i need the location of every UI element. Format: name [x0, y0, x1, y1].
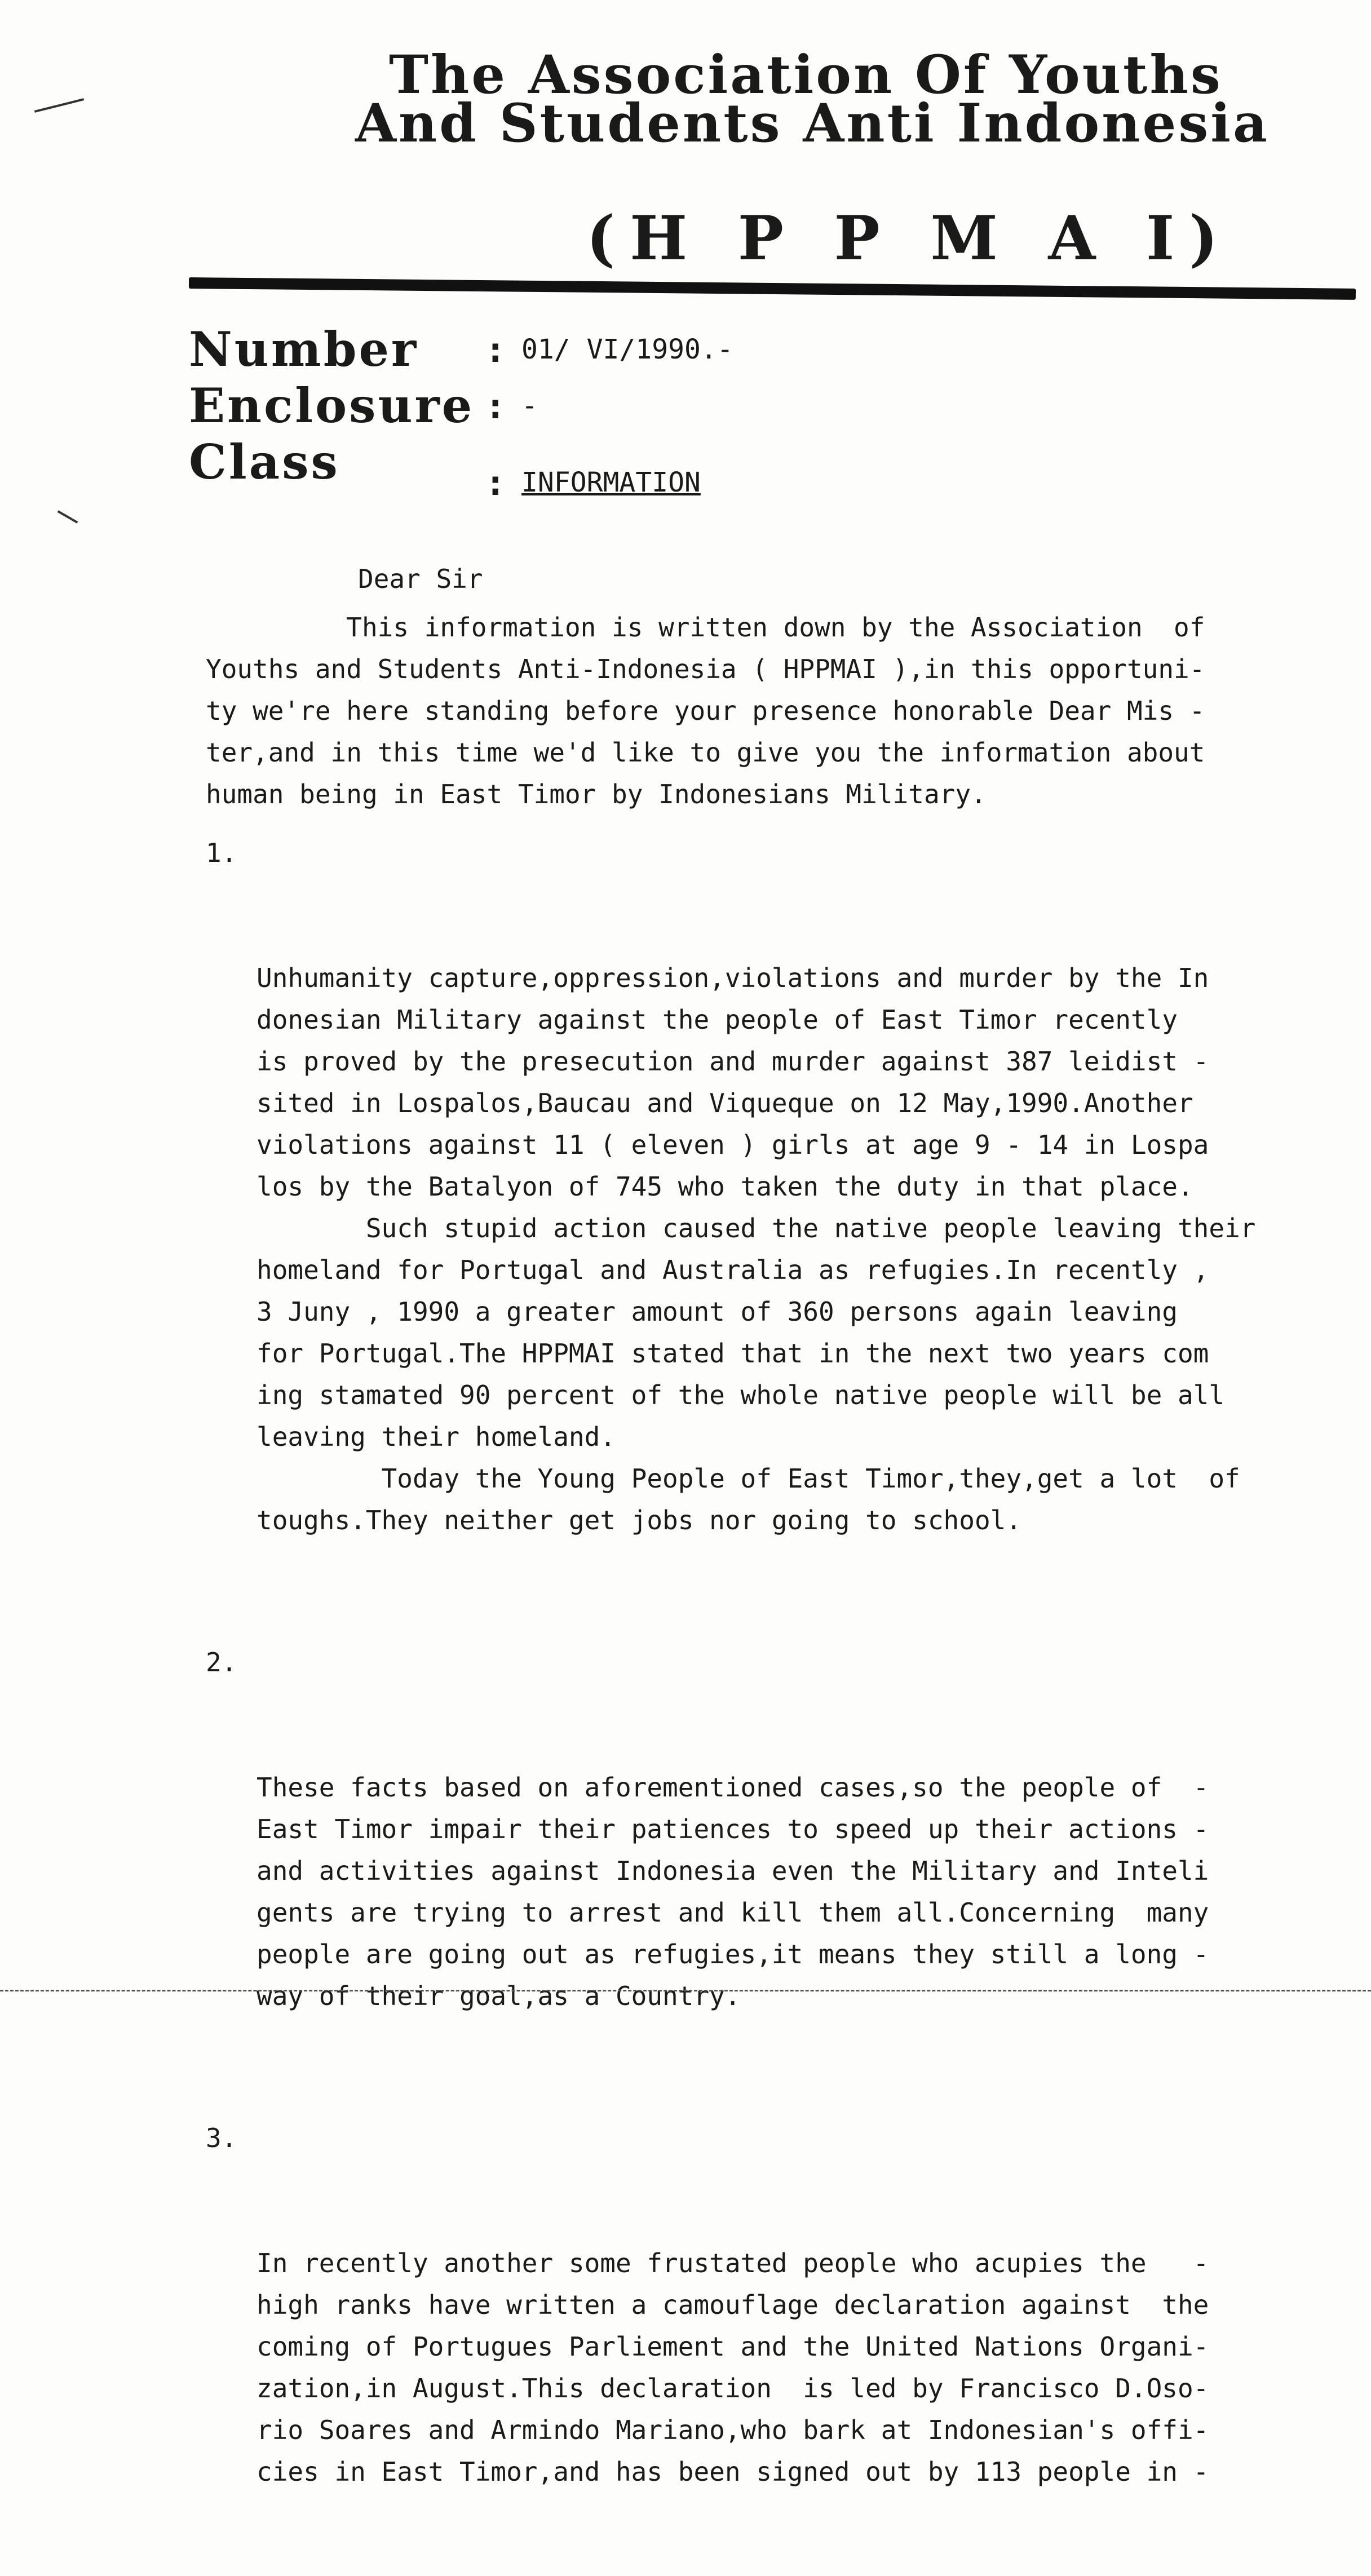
- page-bottom-edge: [0, 1990, 1371, 1991]
- organization-name: [355, 44, 1325, 154]
- colon: :: [485, 329, 506, 370]
- number-label: Number: [189, 321, 419, 377]
- class-label: Class: [189, 434, 340, 490]
- item-number: 2.: [206, 1647, 237, 1678]
- org-name-line-1: The Association Of Youths: [389, 44, 1223, 106]
- salutation: Dear Sir: [358, 564, 483, 594]
- intro-paragraph: This information is written down by the Association of Youths and Students Anti-Indonesia ( HPPMAI ),in this opportuni- ty we're here standing before your presence honorable Dear Mis - ter,and in this time we'd like to give you the information about human being in East Timor by Indonesians Military.: [206, 612, 1205, 809]
- enclosure-label: Enclosure: [189, 378, 475, 433]
- scan-mark: [34, 98, 84, 113]
- colon: :: [485, 386, 506, 427]
- scan-mark: [58, 510, 78, 523]
- item-text: These facts based on aforementioned cases,so the people of - East Timor impair their patiences to speed up their actions - and activities against Indonesia even the Military and Inteli gents are trying to arrest and kill them all.Concerning many people are going out as refugies,it means they still a long - way of their goal,as a Country.: [256, 1772, 1209, 2011]
- colon: :: [485, 462, 506, 503]
- class-value: INFORMATION: [521, 467, 701, 498]
- item-number: 3.: [206, 2123, 237, 2153]
- list-item: [206, 2117, 1294, 2576]
- org-name-line-2: And Students Anti Indonesia: [355, 92, 1270, 154]
- item-number: 1.: [206, 838, 237, 868]
- header-rule: [189, 277, 1356, 300]
- number-value: 01/ VI/1990.-: [521, 334, 733, 365]
- org-acronym: (H P P M A I): [586, 203, 1233, 274]
- letter-body: [206, 558, 1294, 2576]
- list-item: [206, 1641, 1294, 2100]
- item-text: Unhumanity capture,oppression,violations and murder by the In donesian Military against the people of East Timor recently is proved by the presecution and murder against 387 leidist - sited in Lospalos,Baucau and Viqueque on 12 May,1990.Another violations against 11 ( eleven ) girls at age 9 - 14 in Lospa los by the Batalyon of 745 who taken the duty in that place. Such stupid action caused the native people leaving their homeland for Portugal and Australia as refugies.In recently , 3 Juny , 1990 a greater amount of 360 persons again leaving for Portugal.The HPPMAI stated that in the next two years com ing stamated 90 percent of the whole native people will be all leaving their homeland. Today the Young People of East Timor,they,get a lot of toughs.They neither get jobs nor going to school.: [256, 963, 1256, 1535]
- list-item: [206, 832, 1294, 1625]
- item-text: In recently another some frustated people who acupies the - high ranks have written a camouflage declaration against the coming of Portugues Parliement and the United Nations Organi- zation,in August.This declaration is led by Francisco D.Oso- rio Soares and Armindo Mariano,who bark at Indonesian's offi- cies in East Timor,and has been signed out by 113 people in -: [256, 2248, 1209, 2487]
- enclosure-value: -: [521, 390, 538, 422]
